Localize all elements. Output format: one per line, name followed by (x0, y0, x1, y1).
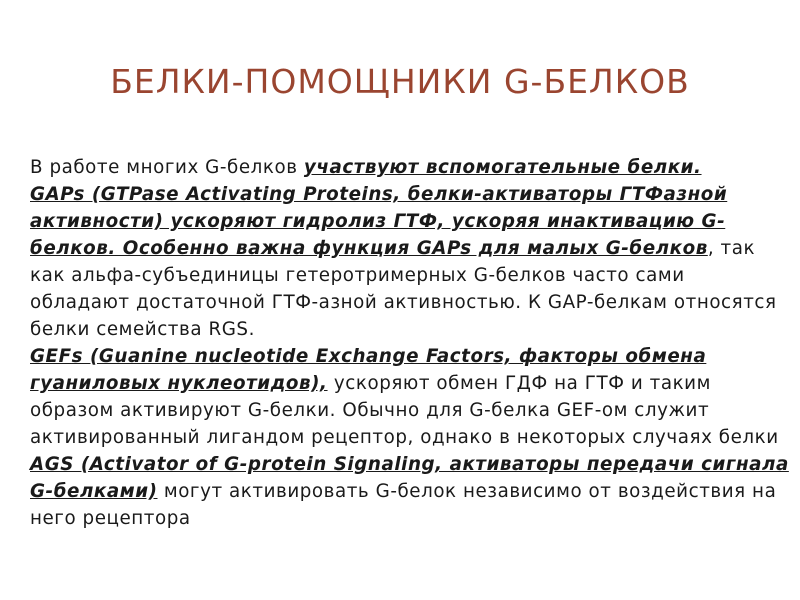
gefs-emphasis: GEFs (Guanine nucleotide Exchange Factors, факторы обмена гуаниловых нуклеотидов), (30, 346, 707, 394)
intro-text: В работе многих G-белков (30, 157, 304, 178)
ags-emphasis: AGS (Activator of G-protein Signaling, активаторы передачи сигнала G-белками) (30, 454, 789, 502)
gaps-text: , так как альфа-субъединицы гетеротримерных G-белков часто сами обладают достаточной ГТФ-азной активностью. К GAP-белкам относятся белки семейства RGS. (30, 238, 777, 340)
paragraph-intro (30, 154, 790, 181)
gefs-text: ускоряют обмен ГДФ на ГТФ и таким образом активируют G-белки. Обычно для G-белка GEF-ом служит активированный лигандом рецептор, однако в некоторых случаях белки (30, 373, 779, 448)
intro-emphasis: участвуют вспомогательные белки. (303, 157, 702, 178)
ags-text: могут активировать G-белок независимо от воздействия на него рецептора (30, 481, 777, 529)
slide-body (30, 154, 790, 532)
paragraph-gefs (30, 343, 790, 532)
slide-title: БЕЛКИ-ПОМОЩНИКИ G-БЕЛКОВ (110, 62, 690, 101)
paragraph-gaps (30, 181, 790, 343)
gaps-emphasis: GAPs (GTPase Activating Proteins, белки-активаторы ГТФазной активности) ускоряют гидролиз ГТФ, ускоряя инактивацию G-белков. Особенно важна функция GAPs для малых G-белков (30, 184, 728, 259)
